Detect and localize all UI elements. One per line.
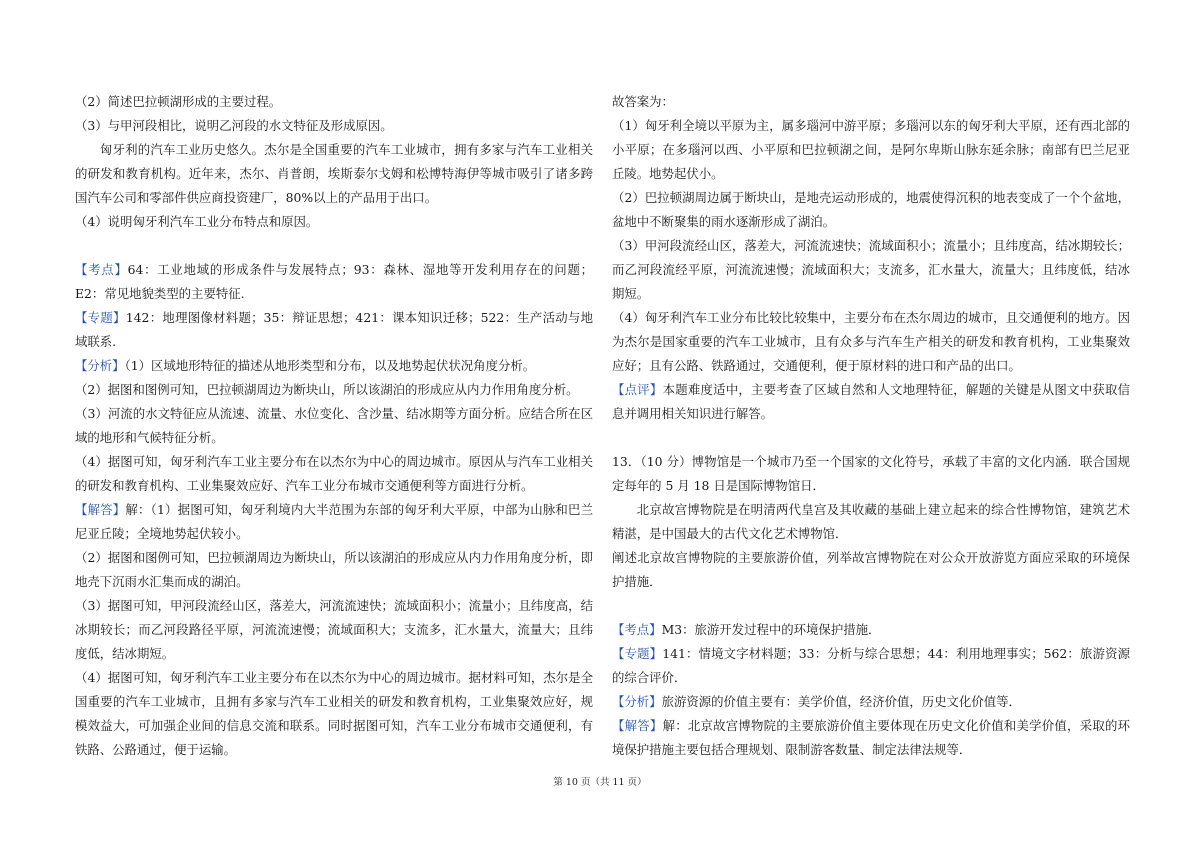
fenxi-section-13 xyxy=(612,690,1130,714)
kaodian-tag-13: 【考点】 xyxy=(612,622,662,637)
answer-1: （1）匈牙利全境以平原为主，属多瑙河中游平原；多瑙河以东的匈牙利大平原，还有西北部的小平原；在多瑙河以西、小平原和巴拉顿湖之间，是阿尔卑斯山脉东延余脉；南部有巴兰尼亚丘陵。地势起伏小。 xyxy=(612,118,1130,181)
jieda-tag: 【解答】 xyxy=(75,502,126,517)
question-13-material: 北京故宫博物院是在明清两代皇宫及其收藏的基础上建立起来的综合性博物馆，建筑艺术精湛，是中国最大的古代文化艺术博物馆． xyxy=(612,502,1130,541)
zhuanti-text: 142：地理图像材料题；35：辩证思想；421：课本知识迁移；522：生产活动与地域联系. xyxy=(75,310,594,349)
zhuanti-text-13: 141：情境文字材料题；33：分析与综合思想；44：利用地理事实；562：旅游资源的综合评价． xyxy=(612,646,1131,685)
jieda-text-2: （2）据图和图例可知，巴拉顿湖周边为断块山，所以该湖泊的形成应从内力作用角度分析，即地壳下沉雨水汇集而成的湖泊。 xyxy=(75,550,593,589)
jieda-text-3: （3）据图可知，甲河段流经山区，落差大，河流流速快；流域面积小；流量小；且纬度高，结冰期较长；而乙河段路径平原，河流流速慢；流域面积大；支流多，汇水量大，流量大；且纬度低，结冰期短。 xyxy=(75,598,593,661)
zhuanti-section xyxy=(75,306,593,354)
kaodian-text: 64：工业地域的形成条件与发展特点；93：森林、湿地等开发利用存在的问题；E2：常见地貌类型的主要特征. xyxy=(75,262,593,301)
question-3: （3）与甲河段相比，说明乙河段的水文特征及形成原因。 xyxy=(75,118,393,133)
dianping-section xyxy=(612,378,1130,426)
zhuanti-section-13 xyxy=(612,642,1130,690)
answer-intro: 故答案为： xyxy=(612,94,674,109)
fenxi-text-2: （2）据图和图例可知，巴拉顿湖周边为断块山，所以该湖泊的形成应从内力作用角度分析。 xyxy=(75,382,579,397)
fenxi-text-4: （4）据图可知，匈牙利汽车工业主要分布在以杰尔为中心的周边城市。原因从与汽车工业相关的研发和教育机构、工业集聚效应好、汽车工业分布城市交通便利等方面进行分析。 xyxy=(75,454,593,493)
answer-3: （3）甲河段流经山区，落差大，河流流速快；流域面积小；流量小；且纬度高，结冰期较长；而乙河段流经平原，河流流速慢；流域面积大；支流多，汇水量大，流量大；且纬度低，结冰期短。 xyxy=(612,238,1130,301)
question-2: （2）简述巴拉顿湖形成的主要过程。 xyxy=(75,94,282,109)
fenxi-text-13: 旅游资源的价值主要有：美学价值，经济价值，历史文化价值等． xyxy=(661,694,1021,709)
dianping-text: 本题难度适中，主要考查了区域自然和人文地理特征，解题的关键是从图文中获取信息并调用相关知识进行解答。 xyxy=(612,382,1131,421)
fenxi-tag: 【分析】 xyxy=(75,358,125,373)
page-footer: 第 10 页（共 11 页） xyxy=(553,777,647,788)
dianping-tag: 【点评】 xyxy=(612,382,663,397)
right-column xyxy=(612,90,1130,762)
jieda-section-13 xyxy=(612,714,1130,762)
material-paragraph: 匈牙利的汽车工业历史悠久。杰尔是全国重要的汽车工业城市，拥有多家与汽车工业相关的研发和教育机构。近年来，杰尔、肖普朗，埃斯泰尔戈姆和松博特海伊等城市吸引了诸多跨国汽车公司和零部件供应商投资建厂，80%以上的产品用于出口。 xyxy=(75,142,593,205)
kaodian-tag: 【考点】 xyxy=(75,262,128,277)
kaodian-section-13 xyxy=(612,618,1130,642)
jieda-tag-13: 【解答】 xyxy=(612,718,663,733)
fenxi-text-1: （1）区域地形特征的描述从地形类型和分布，以及地势起伏状况角度分析。 xyxy=(124,358,536,373)
jieda-text-13: 解：北京故宫博物院的主要旅游价值主要体现在历史文化价值和美学价值，采取的环境保护措施主要包括合理规划、限制游客数量、制定法律法规等． xyxy=(612,718,1131,757)
fenxi-text-3: （3）河流的水文特征应从流速、流量、水位变化、含沙量、结冰期等方面分析。应结合所在区域的地形和气候特征分析。 xyxy=(75,406,593,445)
answer-4: （4）匈牙利汽车工业分布比较比较集中，主要分布在杰尔周边的城市，且交通便利的地方。因为杰尔是国家重要的汽车工业城市，且有众多与汽车生产相关的研发和教育机构，工业集聚效应好；且有公路、铁路通过，交通便利，便于原材料的进口和产品的出口。 xyxy=(612,310,1130,373)
kaodian-section xyxy=(75,258,593,306)
jieda-text-4: （4）据图可知，匈牙利汽车工业主要分布在以杰尔为中心的周边城市。据材料可知，杰尔是全国重要的汽车工业城市，且拥有多家与汽车工业相关的研发和教育机构，工业集聚效应好，规模效益大，可加强企业间的信息交流和联系。同时据图可知，汽车工业分布城市交通便利，有铁路、公路通过，便于运输。 xyxy=(75,670,593,757)
question-13: 13．（10 分）博物馆是一个城市乃至一个国家的文化符号，承载了丰富的文化内涵．联合国规定每年的 5 月 18 日是国际博物馆日． xyxy=(612,454,1130,493)
question-13-ask: 阐述北京故宫博物院的主要旅游价值，列举故宫博物院在对公众开放游览方面应采取的环境保护措施． xyxy=(612,550,1130,589)
kaodian-text-13: M3：旅游开发过程中的环境保护措施． xyxy=(661,622,881,637)
zhuanti-tag: 【专题】 xyxy=(75,310,126,325)
zhuanti-tag-13: 【专题】 xyxy=(612,646,663,661)
jieda-text-1: 解：（1）据图可知，匈牙利境内大半范围为东部的匈牙利大平原，中部为山脉和巴兰尼亚丘陵；全境地势起伏较小。 xyxy=(75,502,593,541)
left-column xyxy=(75,90,593,762)
jieda-section xyxy=(75,498,593,546)
fenxi-section xyxy=(75,354,593,378)
answer-2: （2）巴拉顿湖周边属于断块山，是地壳运动形成的，地震使得沉积的地表变成了一个个盆地，盆地中不断聚集的雨水逐渐形成了湖泊。 xyxy=(612,190,1130,229)
fenxi-tag-13: 【分析】 xyxy=(612,694,662,709)
question-4: （4）说明匈牙利汽车工业分布特点和原因。 xyxy=(75,214,319,229)
